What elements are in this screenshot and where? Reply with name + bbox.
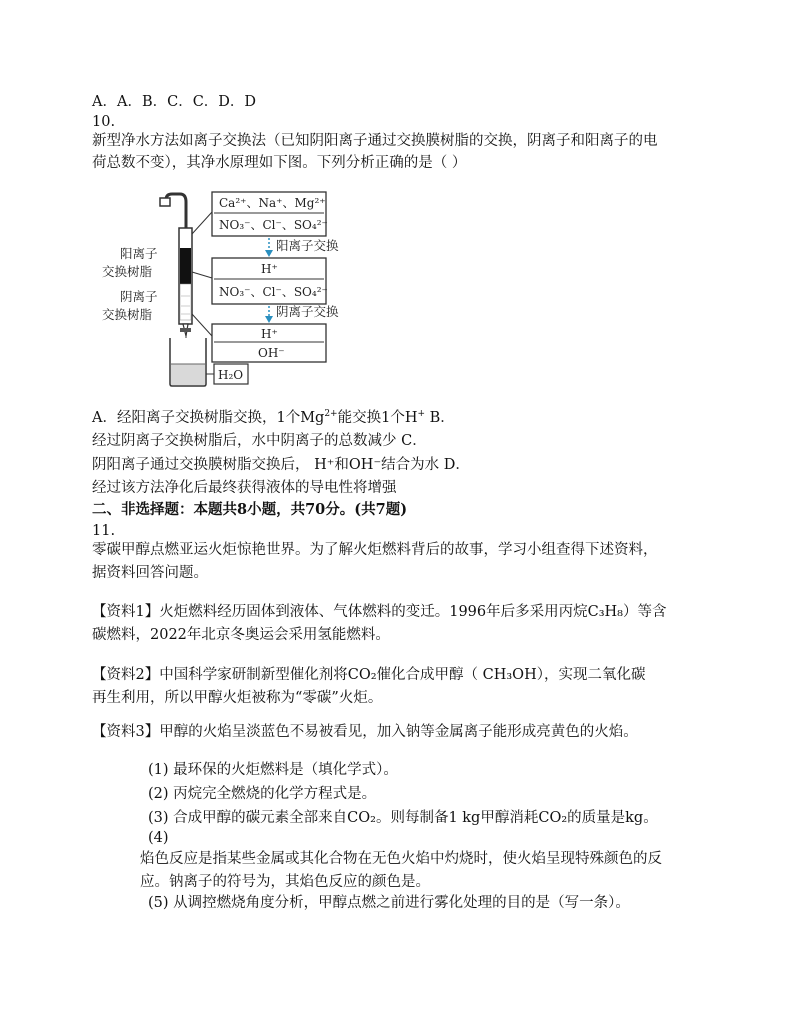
material-3-line1: 【资料3】甲醇的火焰呈淡蓝色不易被看见，加入钠等金属离子能形成亮黄色的火焰。 [92,724,638,740]
cation-resin-layer [180,248,191,284]
material-1-line2: 碳燃料，2022年北京冬奥运会采用氢能燃料。 [92,627,390,643]
box1-cations: Ca²⁺、Na⁺、Mg²⁺ [219,196,326,210]
section-heading: 二、非选择题：本题共8小题，共70分。(共7题) [92,501,408,518]
sub-question-5: (5) 从调控燃烧角度分析，甲醇点燃之前进行雾化处理的目的是（写一条）。 [148,895,630,911]
faucet-handle [160,198,170,206]
question-11-intro-line2: 据资料回答问题。 [92,565,208,581]
beaker-water [171,364,205,385]
question-11-number: 11. [92,523,116,539]
sub-question-1: (1) 最环保的火炬燃料是（填化学式）。 [148,762,398,778]
question-10-number: 10. [92,114,116,130]
question-10-stem-line2: 荷总数不变），其净水原理如下图。下列分析正确的是（ ） [92,155,467,171]
label-anion-resin-1: 阴离子 [120,289,158,304]
option-d: 经过该方法净化后最终获得液体的导电性将增强 [92,480,397,496]
box3-anions: OH⁻ [258,346,285,360]
step-anion-exchange: 阴离子交换 [276,304,339,319]
sub-question-3: (3) 合成甲醇的碳元素全部来自CO₂。则每制备1 kg甲醇消耗CO₂的质量是kg。 [148,810,658,826]
option-a: A．经阳离子交换树脂交换，1个$Mg^{2+}$能交换1个H+ B． [92,409,455,426]
box2-cations: H⁺ [261,262,278,276]
option-c: 阴阳离子通过交换膜树脂交换后， H⁺和OH⁻结合为水 D． [92,457,470,473]
sub-question-4-line1: 焰色反应是指某些金属或其化合物在无色火焰中灼烧时，使火焰呈现特殊颜色的反 [140,851,662,867]
material-1-line1: 【资料1】火炬燃料经历固体到液体、气体燃料的变迁。1996年后多采用丙烷C₃H₈）等含 [92,604,667,620]
sub-question-4-line2: 应。钠离子的符号为，其焰色反应的颜色是。 [140,874,430,890]
sub-question-4-number: (4) [148,830,169,846]
sub-question-2: (2) 丙烷完全燃烧的化学方程式是。 [148,786,377,802]
box2-anions: NO₃⁻、Cl⁻、SO₄²⁻ [219,285,328,299]
question-10-stem-line1: 新型净水方法如离子交换法（已知阴阳离子通过交换膜树脂的交换，阴离子和阳离子的电 [92,133,658,149]
valve [180,328,191,332]
ion-exchange-diagram [92,188,372,392]
label-cation-resin-1: 阳离子 [120,246,158,261]
label-anion-resin-2: 交换树脂 [102,307,153,322]
material-2-line1: 【资料2】中国科学家研制新型催化剂将CO₂催化合成甲醇（ CH₃OH），实现二氧化碳 [92,667,646,683]
material-2-line2: 再生利用，所以甲醇火炬被称为“零碳”火炬。 [92,690,383,706]
previous-options: A．A．B．C．C．D．D [92,94,257,110]
question-11-intro-line1: 零碳甲醇点燃亚运火炬惊艳世界。为了解火炬燃料背后的故事，学习小组查得下述资料， [92,542,658,558]
box1-anions: NO₃⁻、Cl⁻、SO₄²⁻ [219,218,328,232]
water-label: H₂O [218,368,244,382]
label-cation-resin-2: 交换树脂 [102,264,153,279]
option-b: 经过阴离子交换树脂后，水中阴离子的总数减少 C． [92,433,427,449]
anion-resin-layer [180,284,191,320]
step-cation-exchange: 阳离子交换 [276,238,339,253]
box3-cations: H⁺ [261,327,278,341]
